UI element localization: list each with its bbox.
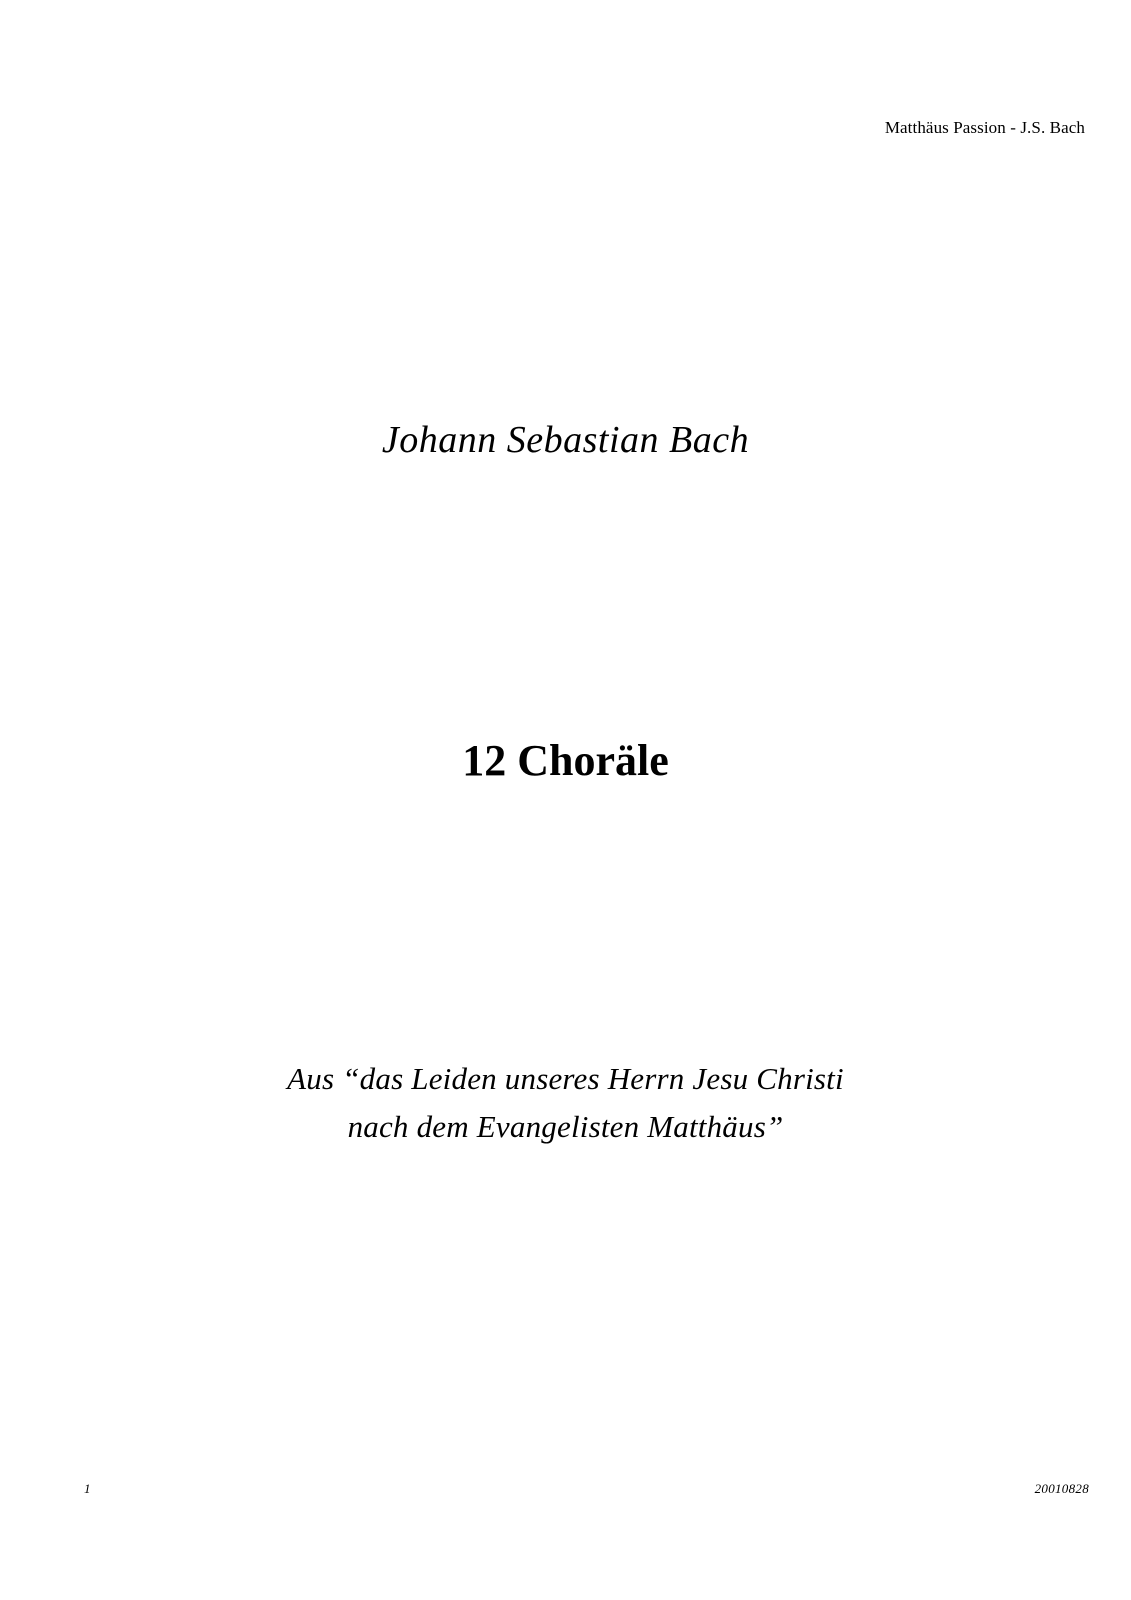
work-title: 12 Choräle — [462, 736, 669, 785]
page-number: 1 — [84, 1481, 91, 1496]
running-header: Matthäus Passion - J.S. Bach — [884, 118, 1085, 137]
date-code: 20010828 — [1034, 1481, 1089, 1496]
composer-name: Johann Sebastian Bach — [381, 419, 750, 461]
subtitle-line: nach dem Evangelisten Matthäus” — [347, 1109, 784, 1144]
subtitle-line: Aus “das Leiden unseres Herrn Jesu Christi — [287, 1061, 844, 1096]
subtitle — [0, 1055, 1131, 1151]
